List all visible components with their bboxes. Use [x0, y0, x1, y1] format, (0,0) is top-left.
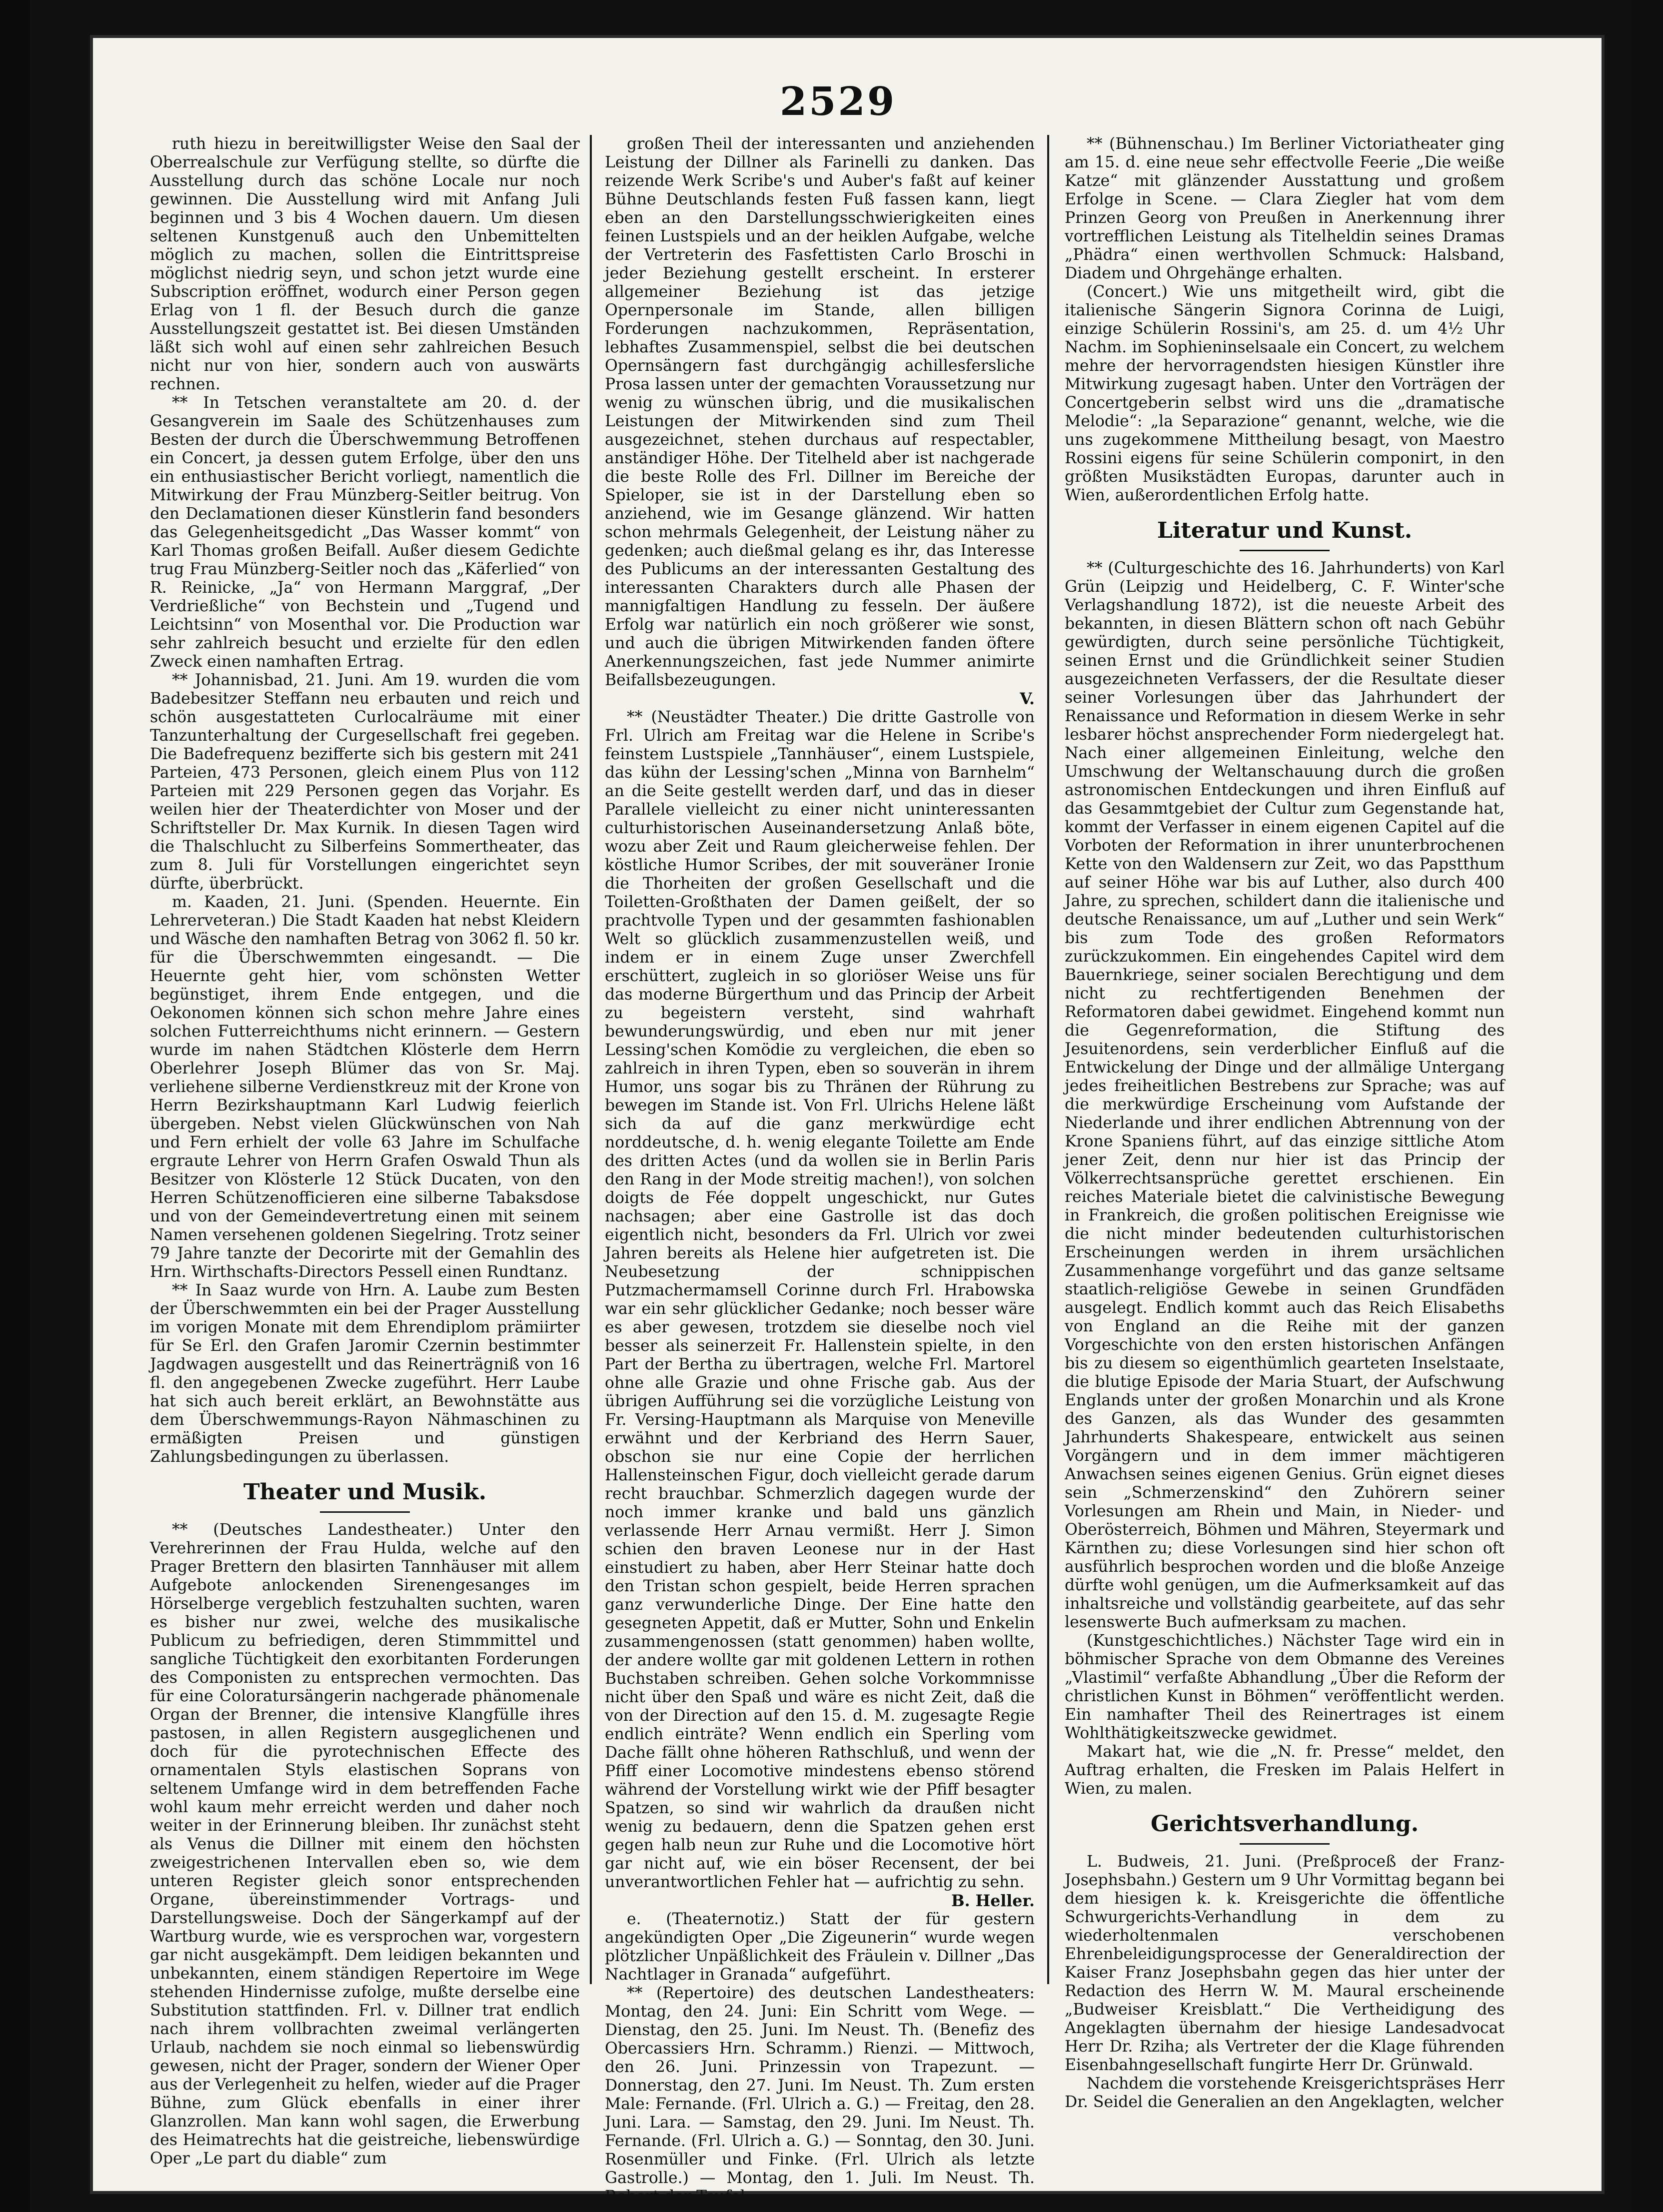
- heading-rule: [1240, 550, 1330, 551]
- page-number: 2529: [780, 79, 897, 124]
- col2-paragraph: großen Theil der interessanten und anziehenden Leistung der Dillner als Farinelli zu danken. Das reizende Werk Scribe's und Auber's faßt auf keiner Bühne Deutschlands festen Fuß fassen kann, liegt eben an den Darstellungsschwierigkeiten eines feinen Lustspiels und an der heiklen Aufgabe, welche der Vertreterin des Fasfettisten Carlo Broschi in jeder Beziehung gestellt erscheint. In ersterer allgemeiner Beziehung ist das jetzige Opernpersonale im Stande, allen billigen Forderungen nachzukommen, Repräsentation, lebhaftes Zusammenspiel, selbst die bei deutschen Opernsängern fast durchgängig achillesfersliche Prosa lassen unter der gemachten Voraussetzung nur wenig zu wünschen übrig, und die musikalischen Leistungen der Mitwirkenden sind zum Theil ausgezeichnet, stehen durchaus auf respectabler, anständiger Höhe. Der Titelheld aber ist nachgerade die beste Rolle des Frl. Dillner im Bereiche der Spieloper, sie ist in der Darstellung eben so anziehend, wie im Gesange glänzend. Wir hatten schon mehrmals Gelegenheit, der Leistung näher zu gedenken; auch dießmal gelang es ihr, das Interesse des Publicums an der interessanten Gestaltung des interessanten Charakters durch alle Phasen der mannigfaltigen Handlung zu fesseln. Der äußere Erfolg war natürlich ein noch größerer wie sonst, und auch die übrigen Mitwirkenden fanden öftere Anerkennungszeichen, fast jede Nummer animirte Beifallsbezeugungen.: [605, 135, 1035, 689]
- col2-signature: B. Heller.: [951, 1892, 1035, 1910]
- col3-paragraph: L. Budweis, 21. Juni. (Preßproceß der Franz-Josephsbahn.) Gestern um 9 Uhr Vormittag begann bei dem hiesigen k. k. Kreisgerichte die öffentliche Schwurgerichts-Verhandlung in dem zu wiederholtenmalen verschobenen Ehrenbeleidigungsprocesse der Generaldirection der Kaiser Franz Josephsbahn gegen das hier unter der Redaction des Herrn W. M. Maural erscheinende „Budweiser Kreisblatt.“ Die Vertheidigung des Angeklagten übernahm der hiesige Landesadvocat Herr Dr. Rziha; als Vertreter der die Klage führenden Eisenbahngesellschaft fungirte Herr Dr. Grünwald.: [1065, 1853, 1505, 2074]
- scan-edge-right: [1631, 0, 1663, 2212]
- col1-paragraph: ** In Saaz wurde von Hrn. A. Laube zum Besten der Überschwemmten ein bei der Prager Ausstellung im vorigen Monate mit dem Ehrendiplom prämiirter für Se Erl. den Grafen Jaromir Czernin bestimmter Jagdwagen ausgestellt und das Reinerträgniß von 16 fl. den angegebenen Zwecke zugeführt. Herr Laube hat sich auch bereit erklärt, an Bewohnstätte aus dem Überschwemmungs-Rayon Nähmaschinen zu ermäßigten Preisen und günstigen Zahlungsbedingungen zu überlassen.: [150, 1281, 580, 1466]
- section-heading-theater: Theater und Musik.: [243, 1479, 487, 1505]
- col3-paragraph: (Kunstgeschichtliches.) Nächster Tage wird ein in böhmischer Sprache von dem Obmanne des Vereines „Vlastimil“ verfaßte Abhandlung „Über die Reform der christlichen Kunst in Böhmen“ veröffentlicht werden. Ein namhafter Theil des Reinertrages ist einem Wohlthätigkeitszwecke gewidmet.: [1065, 1632, 1505, 1742]
- col2-paragraph: ** (Repertoire) des deutschen Landestheaters: Montag, den 24. Juni: Ein Schritt vom Wege. — Dienstag, den 25. Juni. Im Neust. Th. (Benefiz des Obercassiers Hrn. Schramm.) Rienzi. — Mittwoch, den 26. Juni. Prinzessin von Trapezunt. — Donnerstag, den 27. Juni. Im Neust. Th. Zum ersten Male: Fernande. (Frl. Ulrich a. G.) — Freitag, den 28. Juni. Lara. — Samstag, den 29. Juni. Im Neust. Th. Fernande. (Frl. Ulrich a. G.) — Sonntag, den 30. Juni. Rosenmüller und Finke. (Frl. Ulrich als letzte Gastrolle.) — Montag, den 1. Juli. Im Neust. Th. Robert der Teufel.: [605, 1984, 1035, 2206]
- section-heading-literature: Literatur und Kunst.: [1157, 518, 1413, 543]
- col2-paragraph: ** (Neustädter Theater.) Die dritte Gastrolle von Frl. Ulrich am Freitag war die Helene in Scribe's feinstem Lustspiele „Tannhäuser“, einem Lustspiele, das kühn der Lessing'schen „Minna von Barnhelm“ an die Seite gestellt werden darf, und das in dieser Parallele vielleicht zu einer nicht uninteressanten culturhistorischen Auseinandersetzung Anlaß böte, wozu aber Zeit und Raum gleicherweise fehlen. Der köstliche Humor Scribes, der mit souveräner Ironie die Thorheiten der großen Gesellschaft und die Toiletten-Großthaten der Damen geißelt, der so prachtvolle Typen und der gesammten fashionablen Welt so glücklich zusammenzustellen weiß, und indem er in einem Zuge unser Zwerchfell erschüttert, zugleich in so gloriöser Weise uns für das moderne Bürgerthum und das Princip der Arbeit zu begeistern versteht, sind wahrhaft bewunderungswürdig, und eben nur mit jener Lessing'schen Komödie zu vergleichen, die eben so zahlreich in ihren Typen, eben so souverän in ihrem Humor, uns sogar bis zu Thränen der Rührung zu bewegen im Stande ist. Von Frl. Ulrichs Helene läßt sich da auf die ganz merkwürdige echt norddeutsche, d. h. wenig elegante Toilette am Ende des dritten Actes (und da wollen sie in Berlin Paris den Rang in der Mode streitig machen!), von solchen doigts de Fée doppelt ungeschickt, nur Gutes nachsagen; aber eine Gastrolle ist das doch eigentlich nicht, besonders da Frl. Ulrich vor zwei Jahren bereits als Helene hier aufgetreten ist. Die Neubesetzung der schnippischen Putzmachermamsell Corinne durch Frl. Hrabowska war ein sehr glücklicher Gedanke; noch besser wäre es aber gewesen, trotzdem sie dieselbe noch viel besser als seinerzeit Fr. Hallenstein spielte, in den Part der Bertha zu übertragen, welche Frl. Martorel ohne alle Grazie und ohne Frische gab. Aus der übrigen Aufführung sei die vorzügliche Leistung von Fr. Versing-Hauptmann als Marquise von Meneville erwähnt und der Kerbriand des Herrn Sauer, obschon sie nur eine Copie der herrlichen Hallensteinschen Figur, doch vielleicht gerade darum recht brauchbar. Schmerzlich dagegen wurde der noch immer kranke und bald uns gänzlich verlassende Herr Arnau vermißt. Herr J. Simon schien den braven Leonese nur in der Hast einstudiert zu haben, aber Herr Steinar hatte doch den Tristan schon gespielt, beide Herren sprachen ganz verwunderliche Dinge. Der Eine hatte den gesegneten Appetit, daß er Mutter, Sohn und Enkelin zusammengenossen (statt genommen) haben wollte, der andere wollte gar mit goldenen Lettern in rothen Buchstaben schreiben. Gehen solche Vorkommnisse nicht über den Spaß und wäre es nicht Zeit, daß die von der Direction auf den 15. d. M. zugesagte Regie endlich einträte? Wenn endlich ein Sperling vom Dache fällt ohne höheren Rathschluß, und wenn der Pfiff einer Locomotive mindestens ebenso störend während der Vorstellung wirkt wie der Pfiff besagter Spatzen, so sind wir wahrlich da draußen nicht wenig zu bedauern, denn die Spatzen gehen erst gegen halb neun zur Ruhe und die Locomotive hört gar nicht auf, wie ein böser Recensent, der bei unverantwortlichen Fehler hat — aufrichtig zu sehn.: [605, 708, 1035, 1891]
- col3-paragraph: Makart hat, wie die „N. fr. Presse“ meldet, den Auftrag erhalten, die Fresken im Palais Helfert in Wien, zu malen.: [1065, 1743, 1505, 1798]
- section-heading-court: Gerichtsverhandlung.: [1150, 1811, 1419, 1837]
- column-1: [150, 135, 580, 2168]
- col1-paragraph: ** In Tetschen veranstaltete am 20. d. der Gesangverein im Saale des Schützenhauses zum Besten der durch die Überschwemmung Betroffenen ein Concert, ja dessen gutem Erfolge, über den uns ein enthusiastischer Bericht vorliegt, namentlich die Mitwirkung der Frau Münzberg-Seitler beitrug. Von den Declamationen dieser Künstlerin fand besonders das Gelegenheitsgedicht „Das Wasser kommt“ von Karl Thomas großen Beifall. Außer diesem Gedichte trug Frau Münzberg-Seitler noch das „Käferlied“ von R. Reinicke, „Ja“ von Hermann Marggraf, „Der Verdrießliche“ von Bechstein und „Tugend und Leichtsinn“ von Mosenthal vor. Die Production war sehr zahlreich besucht und erzielte für den edlen Zweck einen namhaften Ertrag.: [150, 394, 580, 671]
- col3-paragraph: Nachdem die vorstehende Kreisgerichtspräses Herr Dr. Seidel die Generalien an den Angeklagten, welcher: [1065, 2075, 1505, 2111]
- column-2: [605, 135, 1035, 2206]
- col2-mark: V.: [1020, 690, 1035, 708]
- column-rule-1: [590, 135, 592, 1984]
- col1-paragraph: ** Johannisbad, 21. Juni. Am 19. wurden die vom Badebesitzer Steffann neu erbauten und reich und schön ausgestatteten Curlocalräume mit einer Tanzunterhaltung der Curgesellschaft frei gegeben. Die Badefrequenz bezifferte sich bis gestern mit 241 Parteien, 473 Personen, gleich einem Plus von 112 Parteien mit 229 Personen gegen das Vorjahr. Es weilen hier der Theaterdichter von Moser und der Schriftsteller Dr. Max Kurnik. In diesen Tagen wird die Thalschlucht zu Silberfeins Sommertheater, das zum 8. Juli für Vorstellungen eingerichtet seyn dürfte, überbrückt.: [150, 671, 580, 893]
- col1-paragraph: m. Kaaden, 21. Juni. (Spenden. Heuernte. Ein Lehrerveteran.) Die Stadt Kaaden hat nebst Kleidern und Wäsche den namhaften Betrag von 3062 fl. 50 kr. für die Überschwemmten eingesandt. — Die Heuernte geht hier, vom schönsten Wetter begünstiget, ihrem Ende entgegen, und die Oekonomen können sich schon mehre Jahre eines solchen Futterreichthums nicht erinnern. — Gestern wurde im nahen Städtchen Klösterle dem Herrn Oberlehrer Joseph Blümer das von Sr. Maj. verliehene silberne Verdienstkreuz mit der Krone von Herrn Bezirkshauptmann Karl Ludwig feierlich übergeben. Nebst vielen Glückwünschen von Nah und Fern erhielt der volle 63 Jahre im Schulfache ergraute Lehrer von Herrn Grafen Oswald Thun als Besitzer von Klösterle 12 Stück Ducaten, von den Herren Schützenofficieren eine silberne Tabaksdose und von der Gemeindevertretung einen mit seinem Namen versehenen goldenen Siegelring. Trotz seiner 79 Jahre tanzte der Decorirte mit der Gemahlin des Hrn. Wirthschafts-Directors Pessell einen Rundtanz.: [150, 893, 580, 1281]
- col3-paragraph: (Concert.) Wie uns mitgetheilt wird, gibt die italienische Sängerin Signora Corinna de Luigi, einzige Schülerin Rossini's, am 25. d. um 4½ Uhr Nachm. im Sophieninselsaale ein Concert, zu welchem mehre der hervorragendsten hiesigen Künstler ihre Mitwirkung zugesagt haben. Unter den Vorträgen der Concertgeberin selbst wird uns die „dramatische Melodie“: „la Separazione“ genannt, welche, wie die uns zugekommene Mittheilung besagt, von Maestro Rossini eigens für seine Schülerin componirt, in den größten Musikstädten Europas, darunter auch in Wien, außerordentlichen Erfolg hatte.: [1065, 283, 1505, 504]
- col1-paragraph: ** (Deutsches Landestheater.) Unter den Verehrerinnen der Frau Hulda, welche auf den Prager Brettern den blasirten Tannhäuser mit allem Aufgebote anlockenden Sirenengesanges im Hörselberge vergeblich festzuhalten suchten, waren es bisher nur zwei, welche des musikalische Publicum zu befriedigen, deren Stimmmittel und sangliche Tüchtigkeit den exorbitanten Forderungen des Componisten zu entsprechen vermochten. Das für eine Coloratursängerin nachgerade phänomenale Organ der Brenner, die intensive Klangfülle ihres pastosen, in allen Registern ausgeglichenen und doch für die pyrotechnischen Effecte des ornamentalen Styls elastischen Soprans von seltenem Umfange wird in dem betreffenden Fache wohl kaum mehr erreicht werden und daher noch weiter in der Erinnerung bleiben. Ihr zunächst steht als Venus die Dillner mit einem den höchsten zweigestrichenen Intervallen eben so, wie dem unteren Register gleich sonor entsprechenden Organe, übereinstimmender Vortrags- und Darstellungsweise. Doch der Sängerkampf auf der Wartburg wurde, wie es versprochen war, vorgestern gar nicht ausgekämpft. Dem leidigen bekannten und unbekannten, einem ständigen Repertoire im Wege stehenden Hindernisse zufolge, mußte derselbe eine Substitution stattfinden. Frl. v. Dillner trat endlich nach ihrem vollbrachten zweimal verlängerten Urlaub, nachdem sie noch einmal so liebenswürdig gewesen, nicht der Prager, sondern der Wiener Oper aus der Verlegenheit zu helfen, wieder auf die Prager Bühne, zum Glück ebenfalls in einer ihrer Glanzrollen. Man kann wohl sagen, die Erwerbung des Heimatrechts hat die geistreiche, liebenswürdige Oper „Le part du diable“ zum: [150, 1521, 580, 2168]
- heading-rule: [320, 1511, 410, 1513]
- col2-paragraph: e. (Theaternotiz.) Statt der für gestern angekündigten Oper „Die Zigeunerin“ wurde wegen plötzlicher Unpäßlichkeit des Fräulein v. Dillner „Das Nachtlager in Granada“ aufgeführt.: [605, 1910, 1035, 1984]
- scan-edge-left: [0, 0, 30, 2212]
- col3-paragraph: ** (Bühnenschau.) Im Berliner Victoriatheater ging am 15. d. eine neue sehr effectvolle Feerie „Die weiße Katze“ mit glänzender Ausstattung und großem Erfolge in Scene. — Clara Ziegler hat vom dem Prinzen Georg von Preußen in Anerkennung ihrer vortrefflichen Leistung als Titelheldin seines Dramas „Phädra“ einen werthvollen Schmuck: Halsband, Diadem und Ohrgehänge erhalten.: [1065, 135, 1505, 282]
- heading-rule: [1240, 1843, 1330, 1845]
- column-3: [1065, 135, 1505, 2111]
- col1-paragraph: ruth hiezu in bereitwilligster Weise den Saal der Oberrealschule zur Verfügung stellte, so dürfte die Ausstellung durch das schöne Locale nur noch gewinnen. Die Ausstellung wird mit Anfang Juli beginnen und 3 bis 4 Wochen dauern. Um diesen seltenen Kunstgenuß auch den Unbemittelten möglich zu machen, sollen die Eintrittspreise möglichst niedrig seyn, und schon jetzt wurde eine Subscription eröffnet, wodurch einer Person gegen Erlag von 1 fl. der Besuch durch die ganze Ausstellungszeit gestattet ist. Bei diesen Umständen läßt sich wohl auf einen sehr zahlreichen Besuch nicht nur von hier, sondern auch von auswärts rechnen.: [150, 135, 580, 393]
- column-rule-2: [1047, 135, 1049, 1984]
- col3-paragraph: ** (Culturgeschichte des 16. Jahrhunderts) von Karl Grün (Leipzig und Heidelberg, C. F. Winter'sche Verlagshandlung 1872), ist die neueste Arbeit des bekannten, in diesen Blättern schon oft nach Gebühr gewürdigten, durch seine persönliche Tüchtigkeit, seinen Ernst und die Gründlichkeit seiner Studien ausgezeichneten Verfassers, der die Resultate dieser seiner Vorlesungen über das Jahrhundert der Renaissance und Reformation in diesem Werke in sehr lesbarer höchst ansprechender Form niedergelegt hat. Nach einer allgemeinen Einleitung, welche den Umschwung der Weltanschauung durch die großen astronomischen Entdeckungen und ihren Einfluß auf das Gesammtgebiet der Cultur zum Gegenstande hat, kommt der Verfasser in einem eigenen Capitel auf die Vorboten der Reformation in ihrer ununterbrochenen Kette von den Waldensern zur Zeit, wo das Papstthum auf seiner Höhe war bis auf Luther, also durch 400 Jahre, zu sprechen, schildert dann die italienische und deutsche Renaissance, um auf „Luther und sein Werk“ bis zum Tode des großen Reformators zurückzukommen. Ein eingehendes Capitel wird dem Bauernkriege, seiner socialen Berechtigung und dem nicht zu rechtfertigenden Benehmen der Reformatoren dabei gewidmet. Eingehend kommt nun die Gegenreformation, die Stiftung des Jesuitenordens, sein verderblicher Einfluß auf die Entwickelung der Dinge und der allmälige Untergang jedes freiheitlichen Bestrebens zur Sprache; was auf die merkwürdige Erscheinung vom Aufstande der Niederlande und ihrer endlichen Abtrennung von der Krone Spaniens führt, auf das einzige sittliche Atom jener Zeit, denn nur hier ist das Princip der Völkerrechtsansprüche gerettet erschienen. Ein reiches Materiale bietet die calvinistische Bewegung in Frankreich, die großen politischen Ereignisse wie die nicht minder bedeutenden culturhistorischen Erscheinungen werden in ihrem ursächlichen Zusammenhange vorgeführt und das ganze seltsame staatlich-religiöse Gewebe in seinen Grundfäden ausgelegt. Endlich kommt auch das Reich Elisabeths von England an die Reihe mit der ganzen Vorgeschichte von den ersten historischen Anfängen bis zu diesem so eigenthümlich gearteten Inselstaate, die blutige Episode der Maria Stuart, der Aufschwung Englands unter der großen Monarchin und als Krone des Ganzen, als das Wunder des gesammten Jahrhunderts Shakespeare, entwickelt aus seinen Vorgängern und in dem immer mächtigeren Anwachsen seines eigenen Genius. Grün eignet dieses sein „Schmerzenskind“ den Zuhörern seiner Vorlesungen am Rhein und Main, in Nieder- und Oberösterreich, Böhmen und Mähren, Steyermark und Kärnthen zu; diese Vorlesungen sind hier schon oft ausführlich besprochen worden und die bloße Anzeige dürfte wohl genügen, um die Aufmerksamkeit auf das inhaltsreiche und vollständig gearbeitete, auf das sehr lesenswerte Buch aufmerksam zu machen.: [1065, 559, 1505, 1631]
